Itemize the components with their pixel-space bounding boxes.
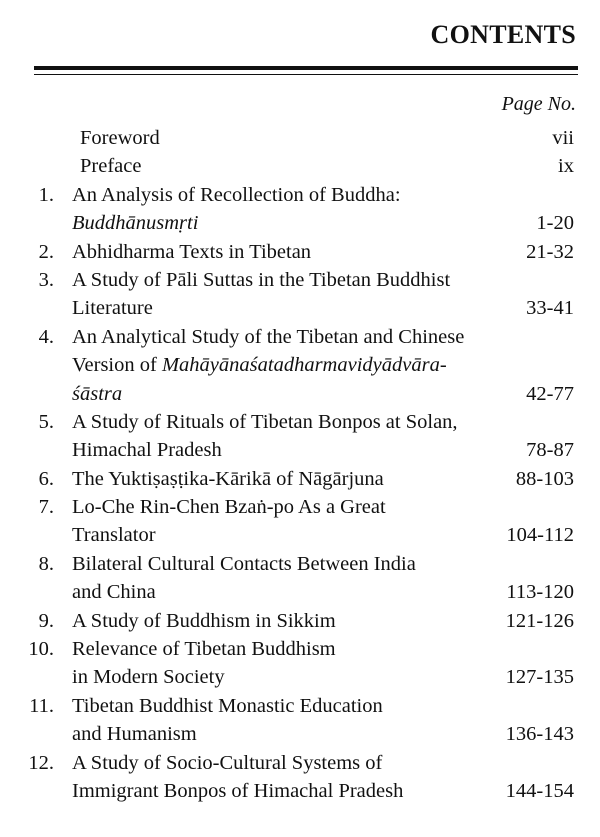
entry-title-continued: Himachal Pradesh [72, 439, 222, 462]
toc-entry-5 [0, 408, 600, 436]
entry-title: Abhidharma Texts in Tibetan [72, 240, 312, 263]
entry-title: An Analytical Study of the Tibetan and Chinese [72, 325, 465, 348]
toc-entry-9 [0, 607, 600, 635]
entry-number: 5. [38, 410, 54, 433]
entry-number: 11. [29, 694, 54, 717]
toc-entry-4 [0, 323, 600, 351]
entry-page: 127-135 [505, 666, 574, 689]
entry-title-continued: Buddhānusmṛti [72, 212, 199, 235]
entry-number: 1. [38, 183, 54, 206]
entry-title-continued [72, 351, 447, 379]
table-of-contents [0, 124, 600, 805]
entry-title-continued: śāstra [72, 382, 123, 405]
page-number-column-label: Page No. [501, 93, 576, 115]
entry-number: 6. [38, 467, 54, 490]
entry-title: Lo-Che Rin-Chen Bzaṅ-po As a Great [72, 496, 386, 519]
toc-entry-12-continued [0, 777, 600, 805]
toc-entry-5-continued [0, 436, 600, 464]
entry-title: A Study of Buddhism in Sikkim [72, 609, 336, 632]
toc-entry-3-continued [0, 294, 600, 322]
toc-entry-11-continued [0, 720, 600, 748]
entry-number: 8. [38, 552, 54, 575]
toc-entry-6 [0, 465, 600, 493]
entry-title: A Study of Rituals of Tibetan Bonpos at Solan, [72, 410, 458, 433]
entry-page: ix [558, 155, 574, 178]
entry-title-continued: and Humanism [72, 723, 197, 746]
entry-number: 12. [28, 751, 54, 774]
toc-entry-1 [0, 181, 600, 209]
toc-entry-1-continued [0, 209, 600, 237]
toc-entry-7-continued [0, 521, 600, 549]
toc-entry-10-continued [0, 663, 600, 691]
entry-title-continued: Translator [72, 524, 156, 547]
entry-title: Preface [80, 155, 142, 178]
entry-page: 1-20 [536, 212, 574, 235]
entry-page: vii [552, 127, 574, 149]
entry-page: 113-120 [506, 581, 574, 604]
entry-title: Foreword [80, 127, 160, 149]
entry-number: 10. [28, 638, 54, 661]
entry-title: The Yuktiṣaṣṭika-Kārikā of Nāgārjuna [72, 467, 384, 490]
entry-page: 136-143 [505, 723, 574, 746]
entry-title: Bilateral Cultural Contacts Between India [72, 552, 416, 575]
entry-title: Relevance of Tibetan Buddhism [72, 638, 336, 661]
entry-title-italic: Mahāyānaśatadharmavidyādvāra- [161, 354, 447, 377]
contents-heading: CONTENTS [430, 20, 576, 49]
entry-page: 33-41 [526, 297, 574, 320]
entry-title: An Analysis of Recollection of Buddha: [72, 183, 401, 206]
entry-page: 88-103 [515, 467, 574, 490]
toc-entry-4-continued-2 [0, 380, 600, 408]
entry-title: Tibetan Buddhist Monastic Education [72, 694, 383, 717]
heading-rule-thick [34, 66, 578, 70]
entry-page: 42-77 [526, 382, 574, 405]
entry-title: A Study of Pāli Suttas in the Tibetan Buddhist [72, 268, 451, 291]
entry-title-continued: Literature [72, 297, 153, 320]
entry-title: A Study of Socio-Cultural Systems of [72, 751, 383, 774]
toc-entry-4-continued [0, 351, 600, 379]
heading-rule-thin [34, 74, 578, 75]
entry-title-continued: and China [72, 581, 156, 604]
toc-entry-3 [0, 266, 600, 294]
toc-entry-2 [0, 238, 600, 266]
entry-number: 7. [38, 496, 54, 519]
toc-entry-preface [0, 152, 600, 180]
entry-title-continued: in Modern Society [72, 666, 225, 689]
entry-title-continued: Immigrant Bonpos of Himachal Pradesh [72, 779, 404, 802]
entry-number: 2. [38, 240, 54, 263]
toc-entry-10 [0, 635, 600, 663]
entry-page: 21-32 [526, 240, 574, 263]
entry-number: 9. [38, 609, 54, 632]
toc-entry-8 [0, 550, 600, 578]
entry-page: 121-126 [505, 609, 574, 632]
toc-entry-8-continued [0, 578, 600, 606]
entry-page: 144-154 [505, 779, 574, 802]
entry-page: 78-87 [526, 439, 574, 462]
entry-title-prefix: Version of [72, 354, 162, 377]
entry-number: 3. [38, 268, 54, 291]
entry-page: 104-112 [506, 524, 574, 547]
toc-entry-foreword [0, 124, 600, 152]
toc-entry-12 [0, 749, 600, 777]
toc-entry-11 [0, 692, 600, 720]
entry-number: 4. [38, 325, 54, 348]
toc-entry-7 [0, 493, 600, 521]
